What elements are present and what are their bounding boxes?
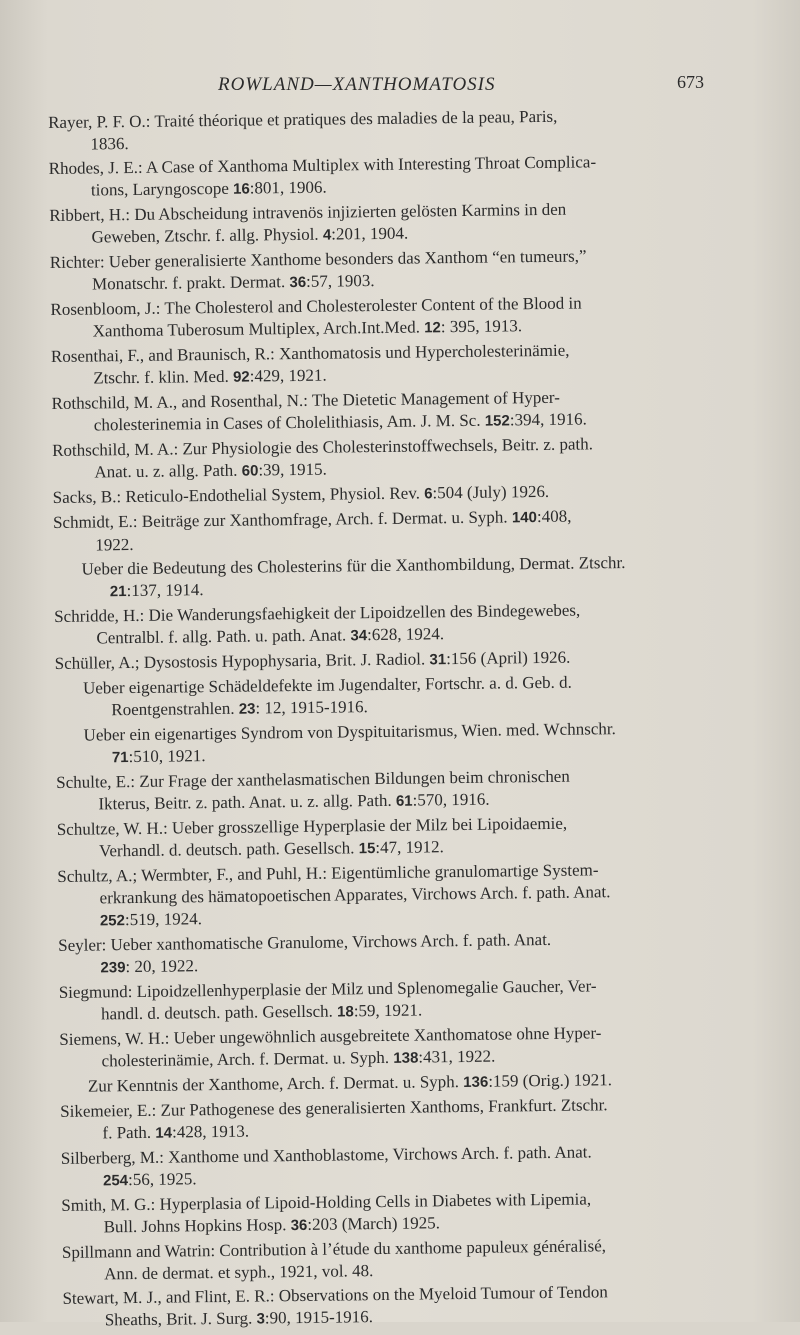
entry-text: :628, 1924. [366, 624, 445, 645]
entry-text: Schultz, A.; Wermbter, F., and Puhl, H.: Eigentümliche granulomartige System- [57, 860, 599, 886]
volume-number: 14 [155, 1124, 173, 1142]
volume-number: 136 [463, 1073, 489, 1091]
entry-text: Smith, M. G.: Hyperplasia of Lipoid-Holding Cells in Diabetes with Lipemia, [61, 1189, 592, 1215]
entry-text: cholesterinemia in Cases of Cholelithiasis, Am. J. M. Sc. [93, 410, 485, 435]
bibliography-entry [61, 1186, 751, 1239]
volume-number: 61 [395, 792, 413, 810]
entry-text: cholesterinämie, Arch. f. Dermat. u. Syph. [101, 1047, 394, 1071]
entry-text: :201, 1904. [331, 223, 409, 244]
volume-number: 252 [99, 912, 126, 930]
entry-text: Sacks, B.: Reticulo-Endothelial System, Physiol. Rev. [52, 483, 425, 507]
entry-text: Anat. u. z. allg. Path. [94, 460, 242, 482]
entry-text: Bull. Johns Hopkins Hosp. [103, 1215, 291, 1237]
entry-text: Schridde, H.: Die Wanderungsfaehigkeit der Lipoidzellen des Bindegewebes, [54, 600, 581, 626]
volume-number: 16 [232, 180, 250, 198]
entry-text: :56, 1925. [127, 1169, 197, 1190]
entry-text: :203 (March) 1925. [307, 1213, 441, 1234]
entry-text: 1836. [90, 134, 129, 154]
entry-text: Sikemeier, E.: Zur Pathogenese des generalisierten Xanthoms, Frankfurt. Ztschr. [60, 1095, 608, 1121]
entry-text: Rosenbloom, J.: The Cholesterol and Cholesterolester Content of the Blood in [50, 293, 582, 319]
volume-number: 92 [232, 368, 250, 386]
entry-text: :570, 1916. [412, 789, 490, 810]
bibliography-entry [53, 551, 743, 604]
entry-text: Ztschr. f. klin. Med. [93, 366, 234, 388]
bibliography-entry [59, 974, 749, 1027]
entry-text: Ribbert, H.: Du Abscheidung intravenös injizierten gelösten Karmins in den [49, 199, 567, 225]
entry-text: Verhandl. d. deutsch. path. Gesellsch. [98, 838, 359, 861]
volume-number: 31 [429, 651, 447, 669]
volume-number: 23 [238, 700, 256, 718]
entry-text: Ueber ein eigenartiges Syndrom von Dyspituitarismus, Wien. med. Wchnschr. [83, 719, 616, 745]
entry-text: :39, 1915. [258, 459, 327, 480]
bibliography-list [48, 104, 753, 1335]
volume-number: 3 [256, 1310, 265, 1328]
bibliography-entry [49, 197, 739, 250]
entry-text: : 12, 1915-1916. [255, 697, 368, 718]
bibliography-entry [58, 927, 748, 980]
entry-text: Rosenthai, F., and Braunisch, R.: Xanthomatosis und Hypercholesterinämie, [50, 340, 570, 366]
bibliography-entry [48, 104, 738, 156]
entry-text: :90, 1915-1916. [264, 1307, 374, 1328]
bibliography-entry [52, 432, 742, 485]
entry-text: Ueber die Bedeutung des Cholesterins für die Xanthombildung, Dermat. Ztschr. [81, 552, 626, 579]
entry-text: Centralbl. f. allg. Path. u. path. Anat. [96, 625, 351, 648]
bibliography-entry [55, 670, 745, 723]
entry-text: :59, 1921. [353, 1000, 423, 1021]
running-title: ROWLAND—XANTHOMATOSIS [218, 74, 496, 95]
page-number: 673 [677, 72, 704, 92]
bibliography-entry [62, 1279, 752, 1332]
bibliography-entry [56, 764, 746, 817]
entry-text: Rothschild, M. A., and Rosenthal, N.: The Dietetic Management of Hyper- [51, 387, 560, 413]
volume-number: 12 [424, 319, 441, 337]
bibliography-entry [49, 150, 739, 203]
bibliography-entry [50, 244, 740, 297]
entry-text: Schultze, W. H.: Ueber grosszellige Hyperplasie der Milz bei Lipoidaemie, [56, 813, 568, 839]
bibliography-entry [51, 338, 741, 391]
volume-number: 34 [350, 627, 368, 645]
entry-text: :394, 1916. [509, 409, 587, 430]
volume-number: 71 [111, 749, 129, 767]
bibliography-entry [57, 858, 748, 933]
bibliography-entry [57, 811, 747, 864]
volume-number: 239 [100, 959, 126, 977]
volume-number: 138 [393, 1049, 419, 1067]
bibliography-entry [50, 291, 740, 344]
entry-text: :510, 1921. [128, 746, 206, 767]
entry-text: Sheaths, Brit. J. Surg. [104, 1308, 257, 1330]
entry-text: erkrankung des hämatopoetischen Apparates, Virchows Arch. f. path. Anat. [99, 882, 611, 908]
entry-text: :429, 1921. [249, 365, 327, 386]
entry-text: :431, 1922. [418, 1046, 496, 1067]
entry-text: Rayer, P. F. O.: Traité théorique et pratiques des maladies de la peau, Paris, [48, 106, 558, 132]
entry-text: : 395, 1913. [440, 316, 523, 337]
volume-number: 18 [336, 1003, 354, 1021]
bibliography-entry [51, 385, 741, 438]
volume-number: 4 [322, 226, 332, 244]
entry-text: Rothschild, M. A.: Zur Physiologie des Cholesterinstoffwechsels, Beitr. z. path. [52, 434, 594, 460]
entry-text: Roentgenstrahlen. [111, 698, 239, 720]
bibliography-entry [60, 1092, 750, 1145]
entry-text: Stewart, M. J., and Flint, E. R.: Observations on the Myeloid Tumour of Tendon [62, 1282, 608, 1308]
entry-text: :801, 1906. [249, 177, 327, 198]
entry-text: Schulte, E.: Zur Frage der xanthelasmatischen Bildungen beim chronischen [56, 766, 570, 792]
entry-text: : 20, 1922. [125, 956, 199, 977]
entry-text: 1922. [95, 534, 134, 555]
bibliography-entry [61, 1139, 751, 1192]
entry-text: :159 (Orig.) 1921. [488, 1070, 613, 1091]
volume-number: 15 [358, 840, 376, 858]
entry-text: Siemens, W. H.: Ueber ungewöhnlich ausgebreitete Xanthomatose ohne Hyper- [59, 1023, 602, 1049]
entry-text: :428, 1913. [171, 1121, 250, 1142]
bibliography-entry [53, 504, 743, 557]
bibliography-entry [54, 598, 744, 651]
entry-text: Schüller, A.; Dysostosis Hypophysaria, Brit. J. Radiol. [54, 649, 430, 673]
entry-text: Xanthoma Tuberosum Multiplex, Arch.Int.Med. [92, 317, 425, 341]
entry-text: Ueber eigenartige Schädeldefekte im Jugendalter, Fortschr. a. d. Geb. d. [82, 672, 572, 698]
entry-text: Silberberg, M.: Xanthome und Xanthoblastome, Virchows Arch. f. path. Anat. [60, 1142, 592, 1168]
entry-text: Spillmann and Watrin: Contribution à l’étude du xanthome papuleux généralisé, [61, 1236, 607, 1262]
entry-text: :57, 1903. [306, 271, 375, 291]
volume-number: 254 [102, 1172, 129, 1190]
volume-number: 36 [289, 273, 307, 292]
entry-text: Seyler: Ueber xanthomatische Granulome, Virchows Arch. f. path. Anat. [58, 929, 552, 955]
entry-text: Richter: Ueber generalisierte Xanthome besonders das Xanthom “en tumeurs,” [49, 246, 587, 272]
entry-text: :156 (April) 1926. [446, 647, 571, 669]
bibliography-entry [55, 717, 745, 770]
entry-text: Ann. de dermat. et syph., 1921, vol. 48. [104, 1261, 374, 1284]
volume-number: 36 [290, 1216, 308, 1235]
entry-text: Geweben, Ztschr. f. allg. Physiol. [91, 224, 323, 247]
volume-number: 6 [424, 485, 433, 503]
volume-number: 152 [484, 412, 510, 430]
entry-text: Schmidt, E.: Beiträge zur Xanthomfrage, Arch. f. Dermat. u. Syph. [52, 507, 512, 532]
volume-number: 21 [109, 583, 127, 601]
entry-text: :519, 1924. [124, 909, 202, 930]
entry-text: f. Path. [102, 1122, 156, 1143]
entry-text: tions, Laryngoscope [90, 178, 234, 200]
entry-text: Zur Kenntnis der Xanthome, Arch. f. Dermat. u. Syph. [87, 1072, 464, 1096]
bibliography-entry [62, 1233, 752, 1285]
entry-text: Ikterus, Beitr. z. path. Anat. u. z. allg. Path. [98, 790, 397, 814]
entry-text: :137, 1914. [126, 580, 204, 601]
volume-number: 60 [241, 462, 259, 480]
entry-text: :408, [536, 506, 572, 527]
page-header [0, 70, 800, 100]
volume-number: 140 [511, 509, 538, 527]
entry-text: Siegmund: Lipoidzellenhyperplasie der Milz und Splenomegalie Gaucher, Ver- [58, 976, 597, 1002]
entry-text: :504 (July) 1926. [432, 481, 550, 503]
entry-text: :47, 1912. [375, 837, 444, 858]
entry-text: Rhodes, J. E.: A Case of Xanthoma Multiplex with Interesting Throat Complica- [48, 152, 597, 178]
entry-text: Monatschr. f. prakt. Dermat. [91, 272, 290, 294]
entry-text: handl. d. deutsch. path. Gesellsch. [100, 1001, 338, 1024]
bibliography-entry [59, 1021, 749, 1074]
